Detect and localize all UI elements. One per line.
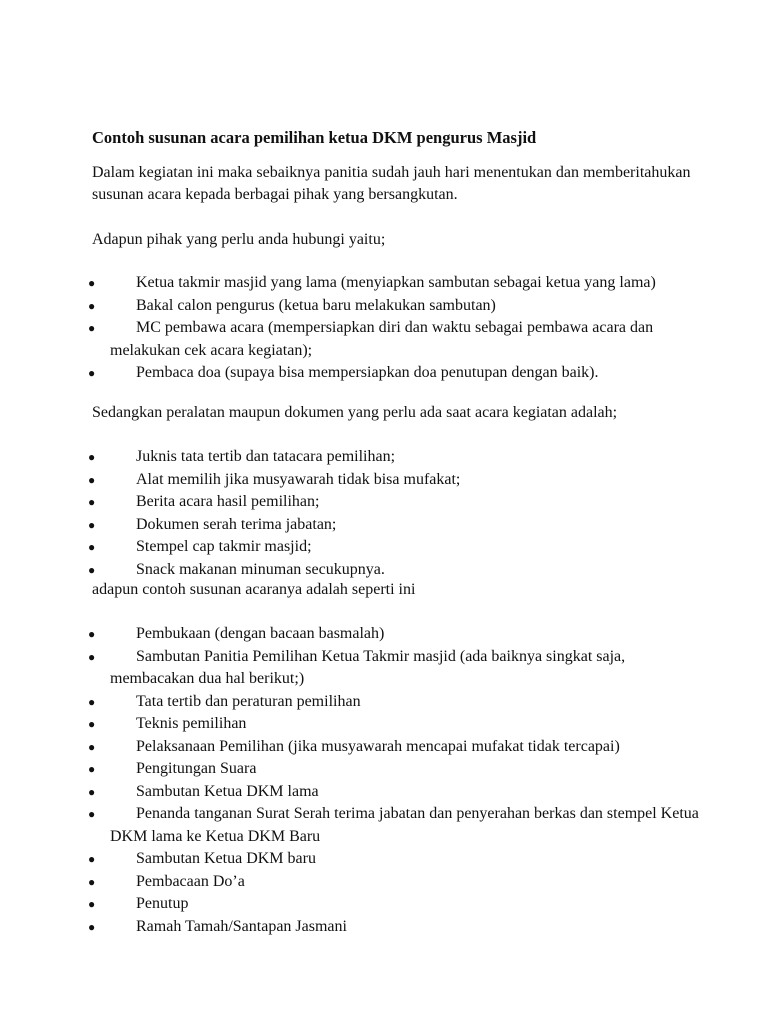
bullet-icon: ● xyxy=(88,321,96,335)
list-item xyxy=(0,491,700,514)
list-item-text: Sambutan Ketua DKM lama xyxy=(136,782,319,800)
bullet-icon: ● xyxy=(88,897,96,911)
list-item-text: Sambutan Panitia Pemilihan Ketua Takmir masjid (ada baiknya singkat saja, membacakan dua hal berikut;) xyxy=(110,647,626,687)
list-item-text: Juknis tata tertib dan tatacara pemilihan; xyxy=(136,448,396,465)
list-item xyxy=(0,781,700,804)
list-item xyxy=(0,514,700,537)
list-item xyxy=(0,295,700,318)
bullet-icon: ● xyxy=(88,562,96,577)
bullet-icon: ● xyxy=(88,874,96,889)
bullet-icon: ● xyxy=(88,649,96,664)
list-item xyxy=(0,362,700,385)
intro-paragraph: Dalam kegiatan ini maka sebaiknya panitia sudah jauh hari menentukan dan memberitahukan susunan acara kepada berbagai pihak yang bersangkutan. xyxy=(92,164,691,203)
list-item-text: MC pembawa acara (mempersiapkan diri dan waktu sebagai pembawa acara dan melakukan cek acara kegiatan); xyxy=(110,319,654,359)
list-item xyxy=(0,916,700,939)
bullet-icon: ● xyxy=(88,694,96,709)
document-title: Contoh susunan acara pemilihan ketua DKM pengurus Masjid xyxy=(92,128,537,147)
list-item-text: Ketua takmir masjid yang lama (menyiapkan sambutan sebagai ketua yang lama) xyxy=(136,274,656,291)
list-item xyxy=(0,317,700,362)
list-item xyxy=(0,848,700,871)
list-item-text: Pembukaan (dengan bacaan basmalah) xyxy=(136,625,385,642)
list-item xyxy=(0,758,700,781)
list-item xyxy=(0,272,700,295)
bullet-icon: ● xyxy=(88,450,96,464)
susunan-list xyxy=(0,623,700,938)
list-item xyxy=(0,469,700,492)
list-item-text: Ramah Tamah/Santapan Jasmani xyxy=(136,917,347,935)
list-item xyxy=(0,803,700,848)
bullet-icon: ● xyxy=(88,762,96,776)
list-item-text: Pembaca doa (supaya bisa mempersiapkan doa penutupan dengan baik). xyxy=(136,364,599,381)
list-item xyxy=(0,446,700,469)
bullet-icon: ● xyxy=(88,495,96,509)
bullet-icon: ● xyxy=(88,627,96,641)
bullet-icon: ● xyxy=(88,366,96,380)
bullet-icon: ● xyxy=(88,739,96,754)
bullet-icon: ● xyxy=(88,852,96,866)
bullet-icon: ● xyxy=(88,717,96,731)
list-item xyxy=(0,893,700,916)
susunan-heading: adapun contoh susunan acaranya adalah seperti ini xyxy=(92,581,416,598)
list-item-text: Pengitungan Suara xyxy=(136,760,257,777)
bullet-icon: ● xyxy=(88,276,96,290)
list-item xyxy=(0,736,700,759)
peralatan-heading: Sedangkan peralatan maupun dokumen yang perlu ada saat acara kegiatan adalah; xyxy=(92,404,618,421)
list-item-text: Pelaksanaan Pemilihan (jika musyawarah mencapai mufakat tidak tercapai) xyxy=(136,737,620,755)
list-item-text: Pembacaan Do’a xyxy=(136,872,245,890)
pihak-heading: Adapun pihak yang perlu anda hubungi yaitu; xyxy=(92,231,386,248)
list-item-text: Berita acara hasil pemilihan; xyxy=(136,493,320,510)
list-item xyxy=(0,691,700,714)
list-item xyxy=(0,646,700,691)
list-item-text: Stempel cap takmir masjid; xyxy=(136,538,312,555)
peralatan-list xyxy=(0,446,700,581)
bullet-icon: ● xyxy=(88,540,96,554)
list-item-text: Alat memilih jika musyawarah tidak bisa mufakat; xyxy=(136,470,461,488)
list-item-text: Penanda tanganan Surat Serah terima jabatan dan penyerahan berkas dan stempel Ketua DKM lama ke Ketua DKM Baru xyxy=(110,805,699,845)
list-item-text: Bakal calon pengurus (ketua baru melakukan sambutan) xyxy=(136,296,496,314)
bullet-icon: ● xyxy=(88,807,96,821)
list-item-text: Sambutan Ketua DKM baru xyxy=(136,850,316,867)
list-item xyxy=(0,713,700,736)
list-item xyxy=(0,536,700,559)
bullet-icon: ● xyxy=(88,517,96,532)
pihak-list xyxy=(0,272,700,385)
list-item-text: Snack makanan minuman secukupnya. xyxy=(136,560,385,578)
list-item xyxy=(0,623,700,646)
bullet-icon: ● xyxy=(88,784,96,799)
bullet-icon: ● xyxy=(88,298,96,313)
bullet-icon: ● xyxy=(88,919,96,934)
list-item xyxy=(0,559,700,582)
list-item xyxy=(0,871,700,894)
list-item-text: Tata tertib dan peraturan pemilihan xyxy=(136,692,361,710)
list-item-text: Penutup xyxy=(136,895,189,912)
list-item-text: Dokumen serah terima jabatan; xyxy=(136,515,337,533)
bullet-icon: ● xyxy=(88,472,96,487)
list-item-text: Teknis pemilihan xyxy=(136,715,247,732)
